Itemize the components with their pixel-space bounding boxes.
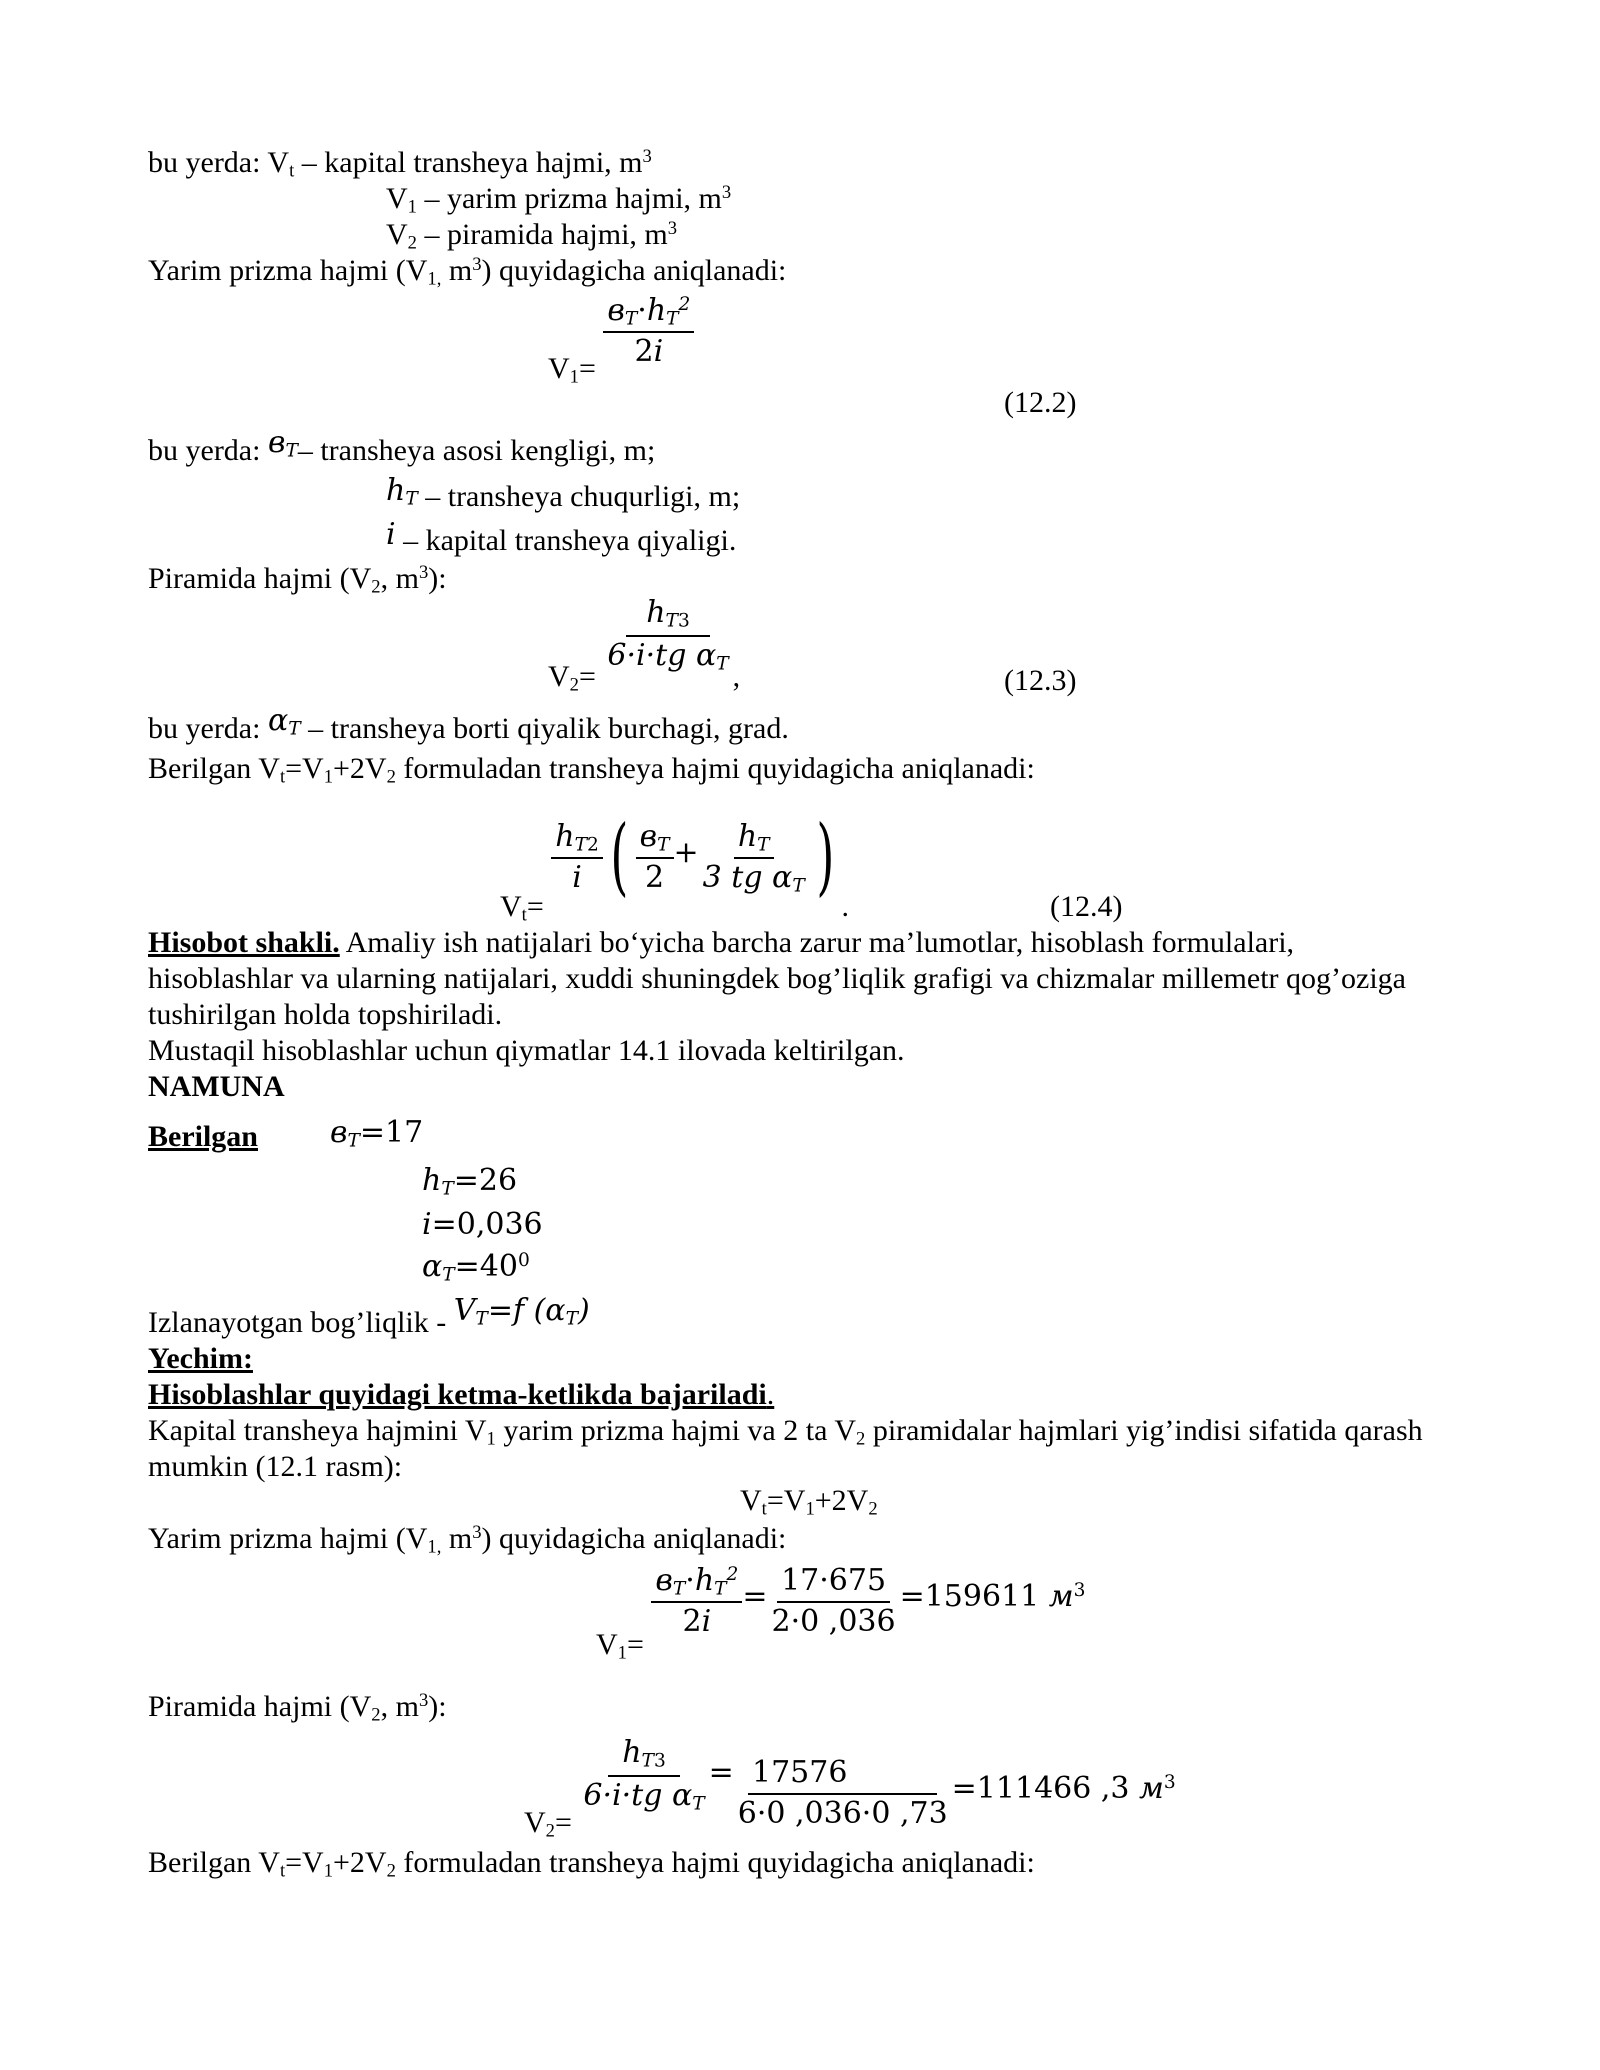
capital-line-1: Kapital transheya hajmini $V_1$ yarim prizma hajmi va 2 ta $V_2$ piramidalar hajmlari yig’indisi sifatida qarash bbox=[148, 1414, 1423, 1450]
legend-b: bu yerda: $в_T-$ transheya asosi kengligi, m; bbox=[148, 425, 656, 467]
sequence-heading: Hisoblashlar quyidagi ketma-ketlikda bajariladi. bbox=[148, 1378, 775, 1411]
final-formula-line: Berilgan $V_t=V_1+2V_2$ formuladan transheya hajmi quyidagicha aniqlanadi: bbox=[148, 1846, 1035, 1882]
equation-number-12-4: (12.4) bbox=[1050, 890, 1123, 923]
calculation-v1: $V_1=$ $\frac{в_T\cdot h_T^2}{2i}$ = $\frac{17\cdot 675}{2\cdot 0 ,036}$ =159611 $м^3$ bbox=[596, 1563, 1086, 1664]
given-h: $h_T=26$ bbox=[422, 1163, 518, 1200]
capital-line-2: mumkin (12.1 rasm): bbox=[148, 1450, 403, 1483]
legend-h: $h_T$ – transheya chuqurligi, m; bbox=[386, 473, 741, 513]
prism-volume-intro: Yarim prizma hajmi ($V_{1,}$ $m^3$) quyidagicha aniqlanadi: bbox=[148, 253, 787, 290]
pyramid-volume-title-2: Piramida hajmi ($V_2$, $m^3$): bbox=[148, 1689, 447, 1726]
yechim-heading: Yechim: bbox=[148, 1342, 253, 1375]
namuna-heading: NAMUNA bbox=[148, 1070, 285, 1103]
legend-i: i – kapital transheya qiyaligi. bbox=[386, 517, 737, 557]
given-formula-line: Berilgan $V_t=V_1+2V_2$ formuladan transheya hajmi quyidagicha aniqlanadi: bbox=[148, 752, 1035, 788]
given-label: Berilgan bbox=[148, 1120, 258, 1153]
given-b: $в_T=17$ bbox=[330, 1115, 424, 1152]
given-alpha: $\alpha_T=40^0$ bbox=[422, 1249, 530, 1286]
equation-number-12-3: (12.3) bbox=[1004, 664, 1077, 697]
equation-v1: $V_1=$ $\frac{в_T\cdot h_T^2}{2i}$ bbox=[548, 294, 694, 387]
legend-alpha: bu yerda: $\alpha_T$ – transheya borti qiyalik burchagi, grad. bbox=[148, 703, 789, 745]
sum-formula: $V_t=V_1+2V_2$ bbox=[740, 1484, 878, 1520]
intro-line-vt: bu yerda: $V_t$ – kapital transheya hajmi, $m^3$ bbox=[148, 145, 652, 182]
sought-dependency: Izlanayotgan bog’liqlik - $V_T=f$ $(\alpha_T)$ bbox=[148, 1293, 590, 1339]
equation-number-12-2: (12.2) bbox=[1004, 386, 1077, 419]
calculation-v2: $V_2=$ $\frac{h_{T3}}{6\cdot i\cdot tg \alpha_T}$ = $\frac{17576}{6\cdot 0 ,036\cdot 0 ,73}$ =111466 ,3 $м^3$ bbox=[524, 1735, 1176, 1842]
prism-volume-intro-2: Yarim prizma hajmi ($V_{1,}$ $m^3$) quyidagicha aniqlanadi: bbox=[148, 1521, 787, 1558]
report-line-4: Mustaqil hisoblashlar uchun qiymatlar 14.1 ilovada keltirilgan. bbox=[148, 1034, 905, 1067]
pyramid-volume-title: Piramida hajmi ($V_2$, $m^3$): bbox=[148, 561, 447, 598]
equation-vt: $V_t=$ $\frac{h_{T2}}{i}$ ( $\frac{в_T}{2}$ + $\frac{h_T}{3 tg \alpha_T}$ ). bbox=[500, 807, 850, 926]
report-line-2: hisoblashlar va ularning natijalari, xuddi shuningdek bog’liqlik grafigi va chizmalar millemetr qog’oziga bbox=[148, 962, 1406, 995]
intro-line-v1: $V_1$ – yarim prizma hajmi, $m^3$ bbox=[386, 181, 732, 218]
report-line-1: Hisobot shakli. Amaliy ish natijalari bo‘yicha barcha zarur ma’lumotlar, hisoblash formulalari, bbox=[148, 926, 1295, 959]
given-i: i=0,036 bbox=[422, 1207, 543, 1242]
equation-v2: $V_2=$ $\frac{h_{T3}}{6\cdot i\cdot tg \alpha_T}$ , bbox=[548, 595, 741, 696]
report-line-3: tushirilgan holda topshiriladi. bbox=[148, 998, 503, 1031]
intro-line-v2: $V_2$ – piramida hajmi, $m^3$ bbox=[386, 217, 678, 254]
